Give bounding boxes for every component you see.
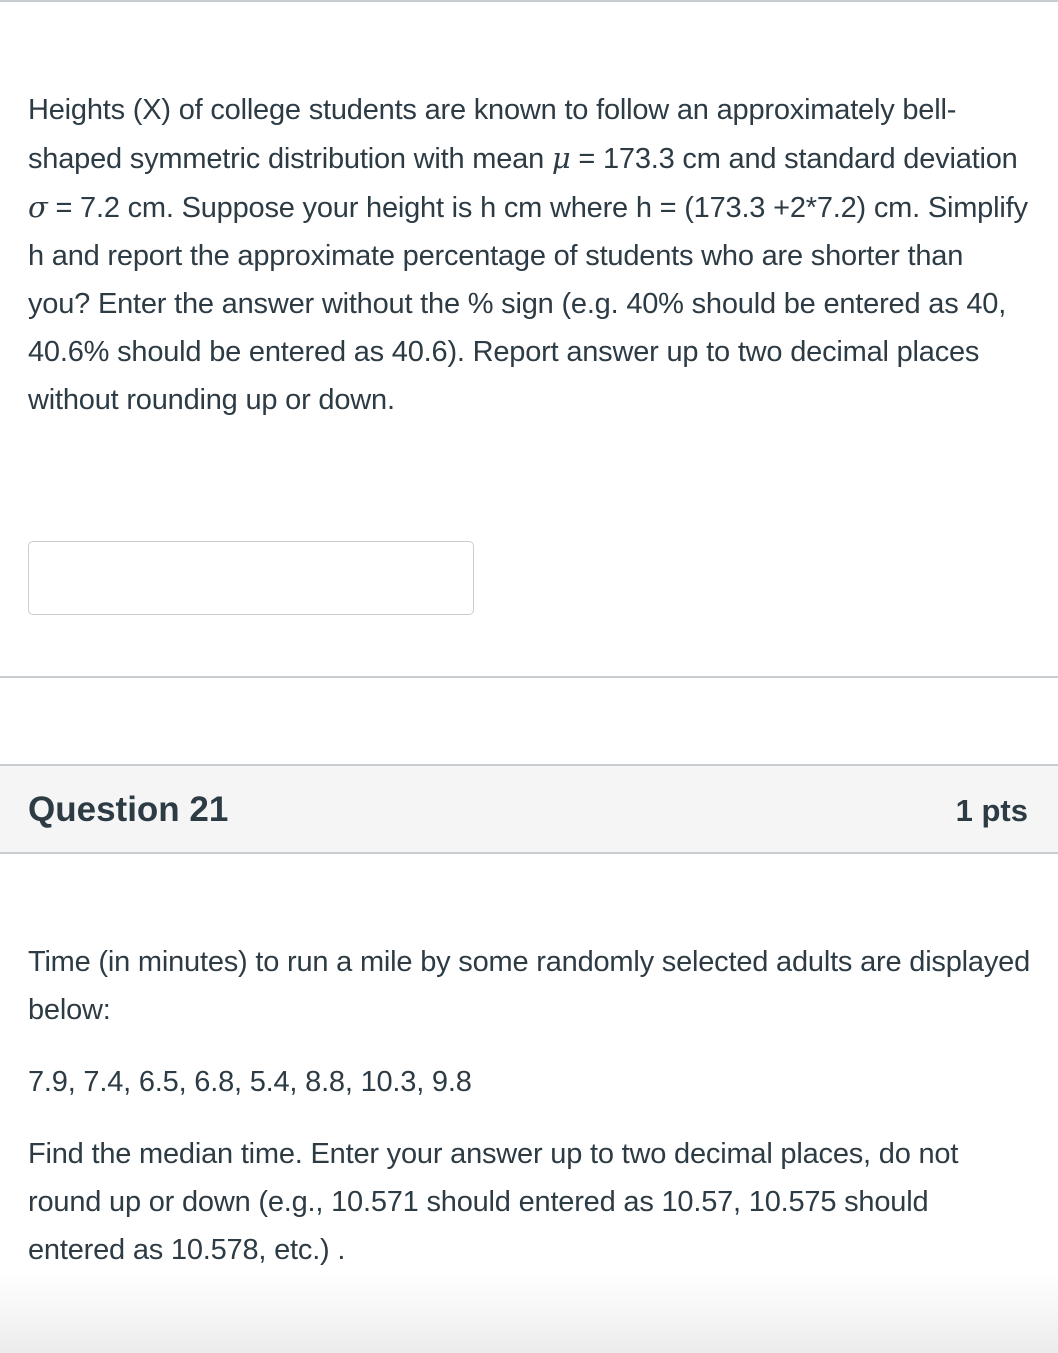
question-21-text xyxy=(28,938,1030,1274)
question-20-text-part3: = 7.2 cm. Suppose your height is h cm where h = (173.3 +2*7.2) cm. Simplify h and report the approximate percentage of students who are shorter than you? Enter the answer without the % sign (e.g. 40% should be entered as 40, 40.6% should be entered as 40.6). Report answer up to two decimal places without rounding up or down. xyxy=(28,192,1028,416)
question-20-answer-input[interactable] xyxy=(28,541,474,615)
top-divider xyxy=(0,0,1058,2)
question-20-text-part1: Heights (X) of college students are known to follow an approximately bell-shaped symmetric distribution with mean xyxy=(28,94,957,175)
question-21-instruction: Find the median time. Enter your answer up to two decimal places, do not round up or down (e.g., 10.571 should entered as 10.57, 10.575 should entered as 10.578, etc.) . xyxy=(28,1138,959,1266)
mu-symbol: μ xyxy=(551,141,571,175)
question-21-header xyxy=(0,764,1058,854)
question-20-text xyxy=(28,86,1030,424)
bottom-fade xyxy=(0,1273,1058,1353)
question-21-title: Question 21 xyxy=(28,790,229,829)
question-21-points: 1 pts xyxy=(955,793,1028,828)
question-20-text-part2: = 173.3 cm and standard deviation xyxy=(570,143,1018,175)
question-21-data-values: 7.9, 7.4, 6.5, 6.8, 5.4, 8.8, 10.3, 9.8 xyxy=(28,1066,472,1098)
sigma-symbol: σ xyxy=(28,190,48,224)
question-21-intro: Time (in minutes) to run a mile by some randomly selected adults are displayed below: xyxy=(28,946,1030,1026)
question-divider xyxy=(0,676,1058,678)
